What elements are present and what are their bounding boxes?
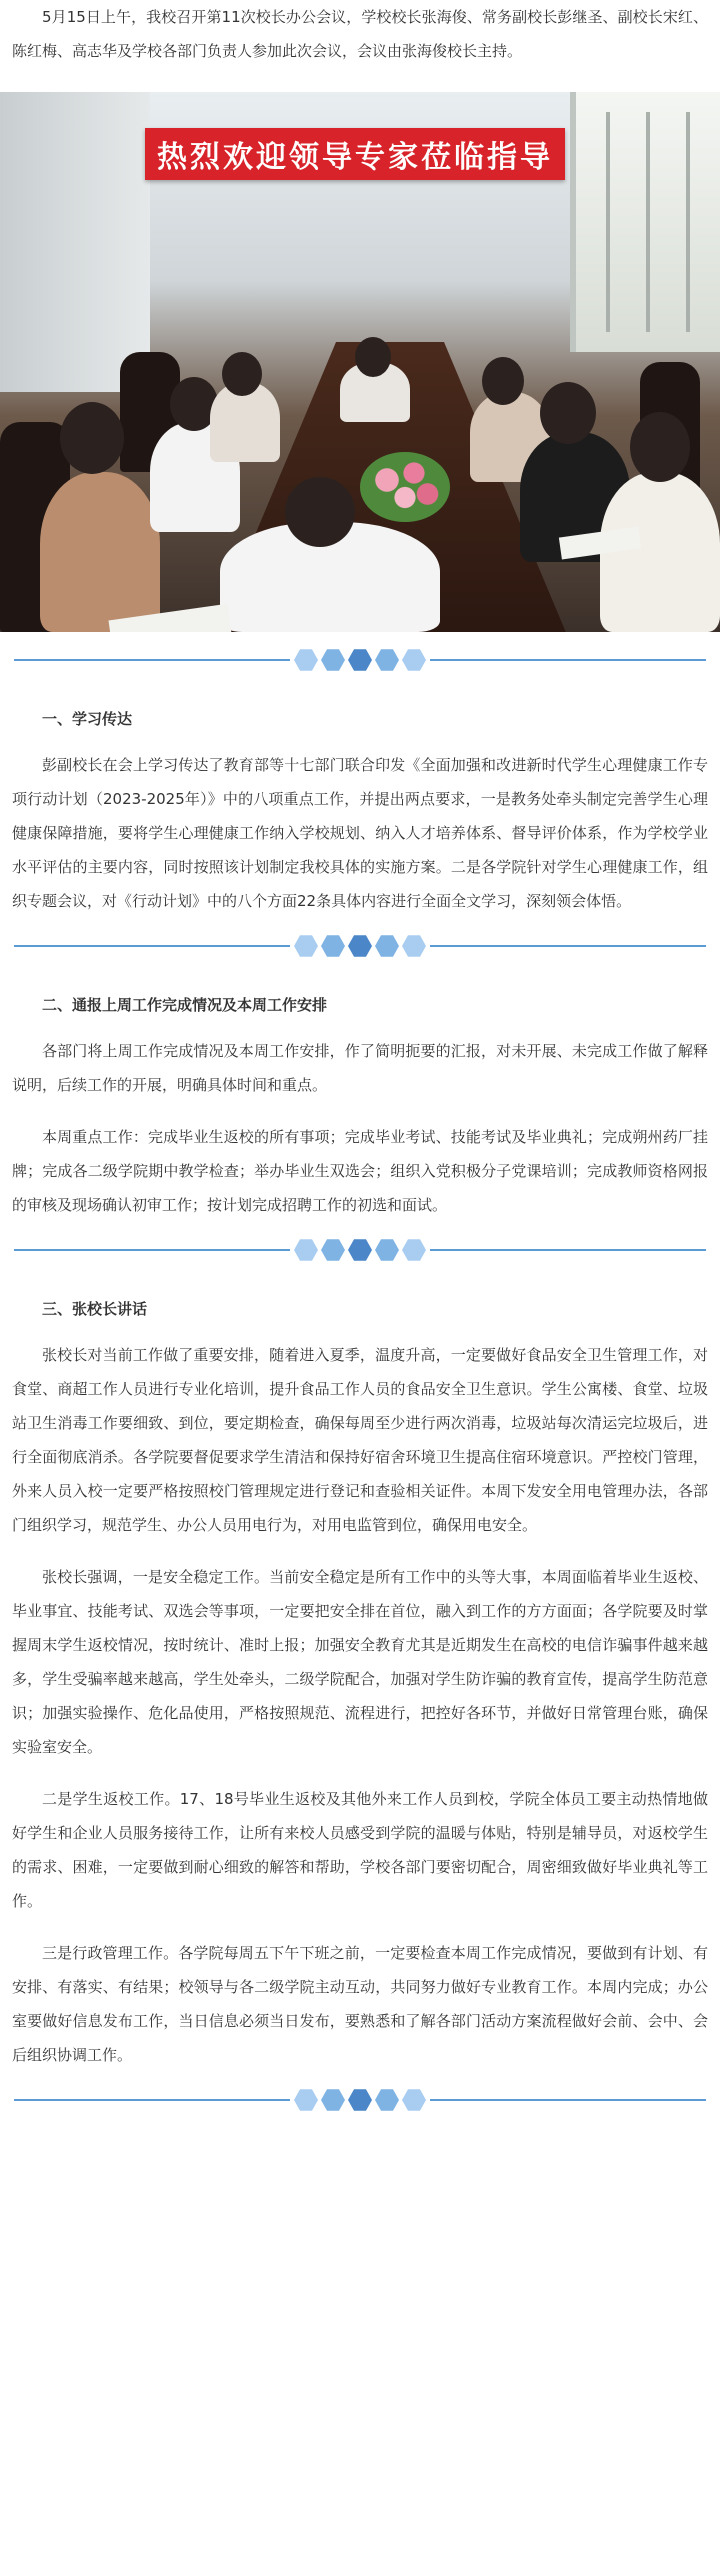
attendee-head	[482, 357, 524, 405]
hexagon-icon	[321, 648, 345, 672]
body-paragraph: 本周重点工作：完成毕业生返校的所有事项；完成毕业考试、技能考试及毕业典礼；完成朔州药厂挂牌；完成各二级学院期中教学检查；举办毕业生双选会；组织入党积极分子党课培训；完成教师资格网报的审核及现场确认初审工作；按计划完成招聘工作的初选和面试。	[12, 1128, 708, 1214]
body-paragraph: 三是行政管理工作。各学院每周五下午下班之前，一定要检查本周工作完成情况，要做到有计划、有安排、有落实、有结果；校领导与各二级学院主动互动，共同努力做好专业教育工作。本周内完成；办公室要做好信息发布工作，当日信息必须当日发布，要熟悉和了解各部门活动方案流程做好会前、会中、会后组织协调工作。	[12, 1944, 708, 2064]
attendee-head	[60, 402, 124, 474]
section-title: 二、通报上周工作完成情况及本周工作安排	[42, 996, 328, 1014]
hexagon-icon	[294, 934, 318, 958]
hexagon-icon	[294, 1238, 318, 1262]
body-paragraph: 张校长强调，一是安全稳定工作。当前安全稳定是所有工作中的头等大事，本周面临着毕业生返校、毕业事宜、技能考试、双选会等事项，一定要把安全排在首位，融入到工作的方方面面；各学院要及时掌握周末学生返校情况，按时统计、准时上报；加强安全教育尤其是近期发生在高校的电信诈骗事件越来越多，学生受骗率越来越高，学生处牵头，二级学院配合，加强对学生防诈骗的教育宣传，提高学生防范意识；加强实验操作、危化品使用，严格按照规范、流程进行，把控好各环节，并做好日常管理台账，确保实验室安全。	[12, 1568, 708, 1756]
hexagon-icon	[348, 2088, 372, 2112]
attendee-head	[222, 352, 262, 396]
hexagon-icon	[375, 934, 399, 958]
attendee-head	[285, 477, 355, 547]
hexagon-icon	[402, 2088, 426, 2112]
hexagon-icon	[348, 1238, 372, 1262]
hexagon-icon	[321, 2088, 345, 2112]
photo-window	[570, 92, 720, 352]
body-paragraph: 各部门将上周工作完成情况及本周工作安排，作了简明扼要的汇报，对未开展、未完成工作做了解释说明，后续工作的开展，明确具体时间和重点。	[12, 1042, 708, 1094]
divider-hexagons	[290, 648, 430, 672]
hexagon-icon	[348, 648, 372, 672]
section-divider	[0, 2086, 720, 2114]
hexagon-icon	[375, 2088, 399, 2112]
section-divider	[0, 932, 720, 960]
divider-hexagons	[290, 934, 430, 958]
section-title: 一、学习传达	[42, 710, 133, 728]
hexagon-icon	[294, 648, 318, 672]
hexagon-icon	[321, 934, 345, 958]
photo-wall	[0, 92, 150, 392]
meeting-photo	[0, 92, 720, 632]
attendee-head	[540, 382, 596, 444]
divider-hexagons	[290, 2088, 430, 2112]
section-divider	[0, 1236, 720, 1264]
welcome-banner: 热烈欢迎领导专家莅临指导	[145, 128, 565, 180]
hexagon-icon	[294, 2088, 318, 2112]
hexagon-icon	[402, 934, 426, 958]
body-paragraph: 二是学生返校工作。17、18号毕业生返校及其他外来工作人员到校，学院全体员工要主动热情地做好学生和企业人员服务接待工作，让所有来校人员感受到学院的温暖与体贴，特别是辅导员，对返校学生的需求、困难，一定要做到耐心细致的解答和帮助，学校各部门要密切配合，周密细致做好毕业典礼等工作。	[12, 1790, 708, 1910]
attendee-head	[630, 412, 690, 482]
hexagon-icon	[321, 1238, 345, 1262]
body-paragraph: 张校长对当前工作做了重要安排，随着进入夏季，温度升高，一定要做好食品安全卫生管理工作，对食堂、商超工作人员进行专业化培训，提升食品工作人员的食品安全卫生意识。学生公寓楼、食堂、垃圾站卫生消毒工作要细致、到位，要定期检查，确保每周至少进行两次消毒，垃圾站每次清运完垃圾后，进行全面彻底消杀。各学院要督促要求学生清洁和保持好宿舍环境卫生提高住宿环境意识。严控校门管理，外来人员入校一定要严格按照校门管理规定进行登记和查验相关证件。本周下发安全用电管理办法，各部门组织学习，规范学生、办公人员用电行为，对用电监管到位，确保用电安全。	[12, 1346, 708, 1534]
body-paragraph: 彭副校长在会上学习传达了教育部等十七部门联合印发《全面加强和改进新时代学生心理健康工作专项行动计划（2023-2025年）》中的八项重点工作，并提出两点要求，一是教务处牵头制定完善学生心理健康保障措施，要将学生心理健康工作纳入学校规划、纳入人才培养体系、督导评价体系，作为学校学业水平评估的主要内容，同时按照该计划制定我校具体的实施方案。二是各学院针对学生心理健康工作，组织专题会议，对《行动计划》中的八个方面22条具体内容进行全面全文学习，深刻领会体悟。	[12, 756, 708, 910]
hexagon-icon	[375, 648, 399, 672]
attendee-head	[355, 337, 391, 377]
intro-paragraph: 5月15日上午，我校召开第11次校长办公会议，学校校长张海俊、常务副校长彭继圣、副校长宋红、陈红梅、高志华及学校各部门负责人参加此次会议，会议由张海俊校长主持。	[12, 8, 708, 60]
divider-hexagons	[290, 1238, 430, 1262]
hexagon-icon	[348, 934, 372, 958]
hexagon-icon	[402, 648, 426, 672]
hexagon-icon	[402, 1238, 426, 1262]
attendee	[40, 472, 160, 632]
section-divider	[0, 646, 720, 674]
hexagon-icon	[375, 1238, 399, 1262]
flower-arrangement	[360, 452, 450, 522]
section-title: 三、张校长讲话	[42, 1300, 148, 1318]
attendee	[600, 472, 720, 632]
